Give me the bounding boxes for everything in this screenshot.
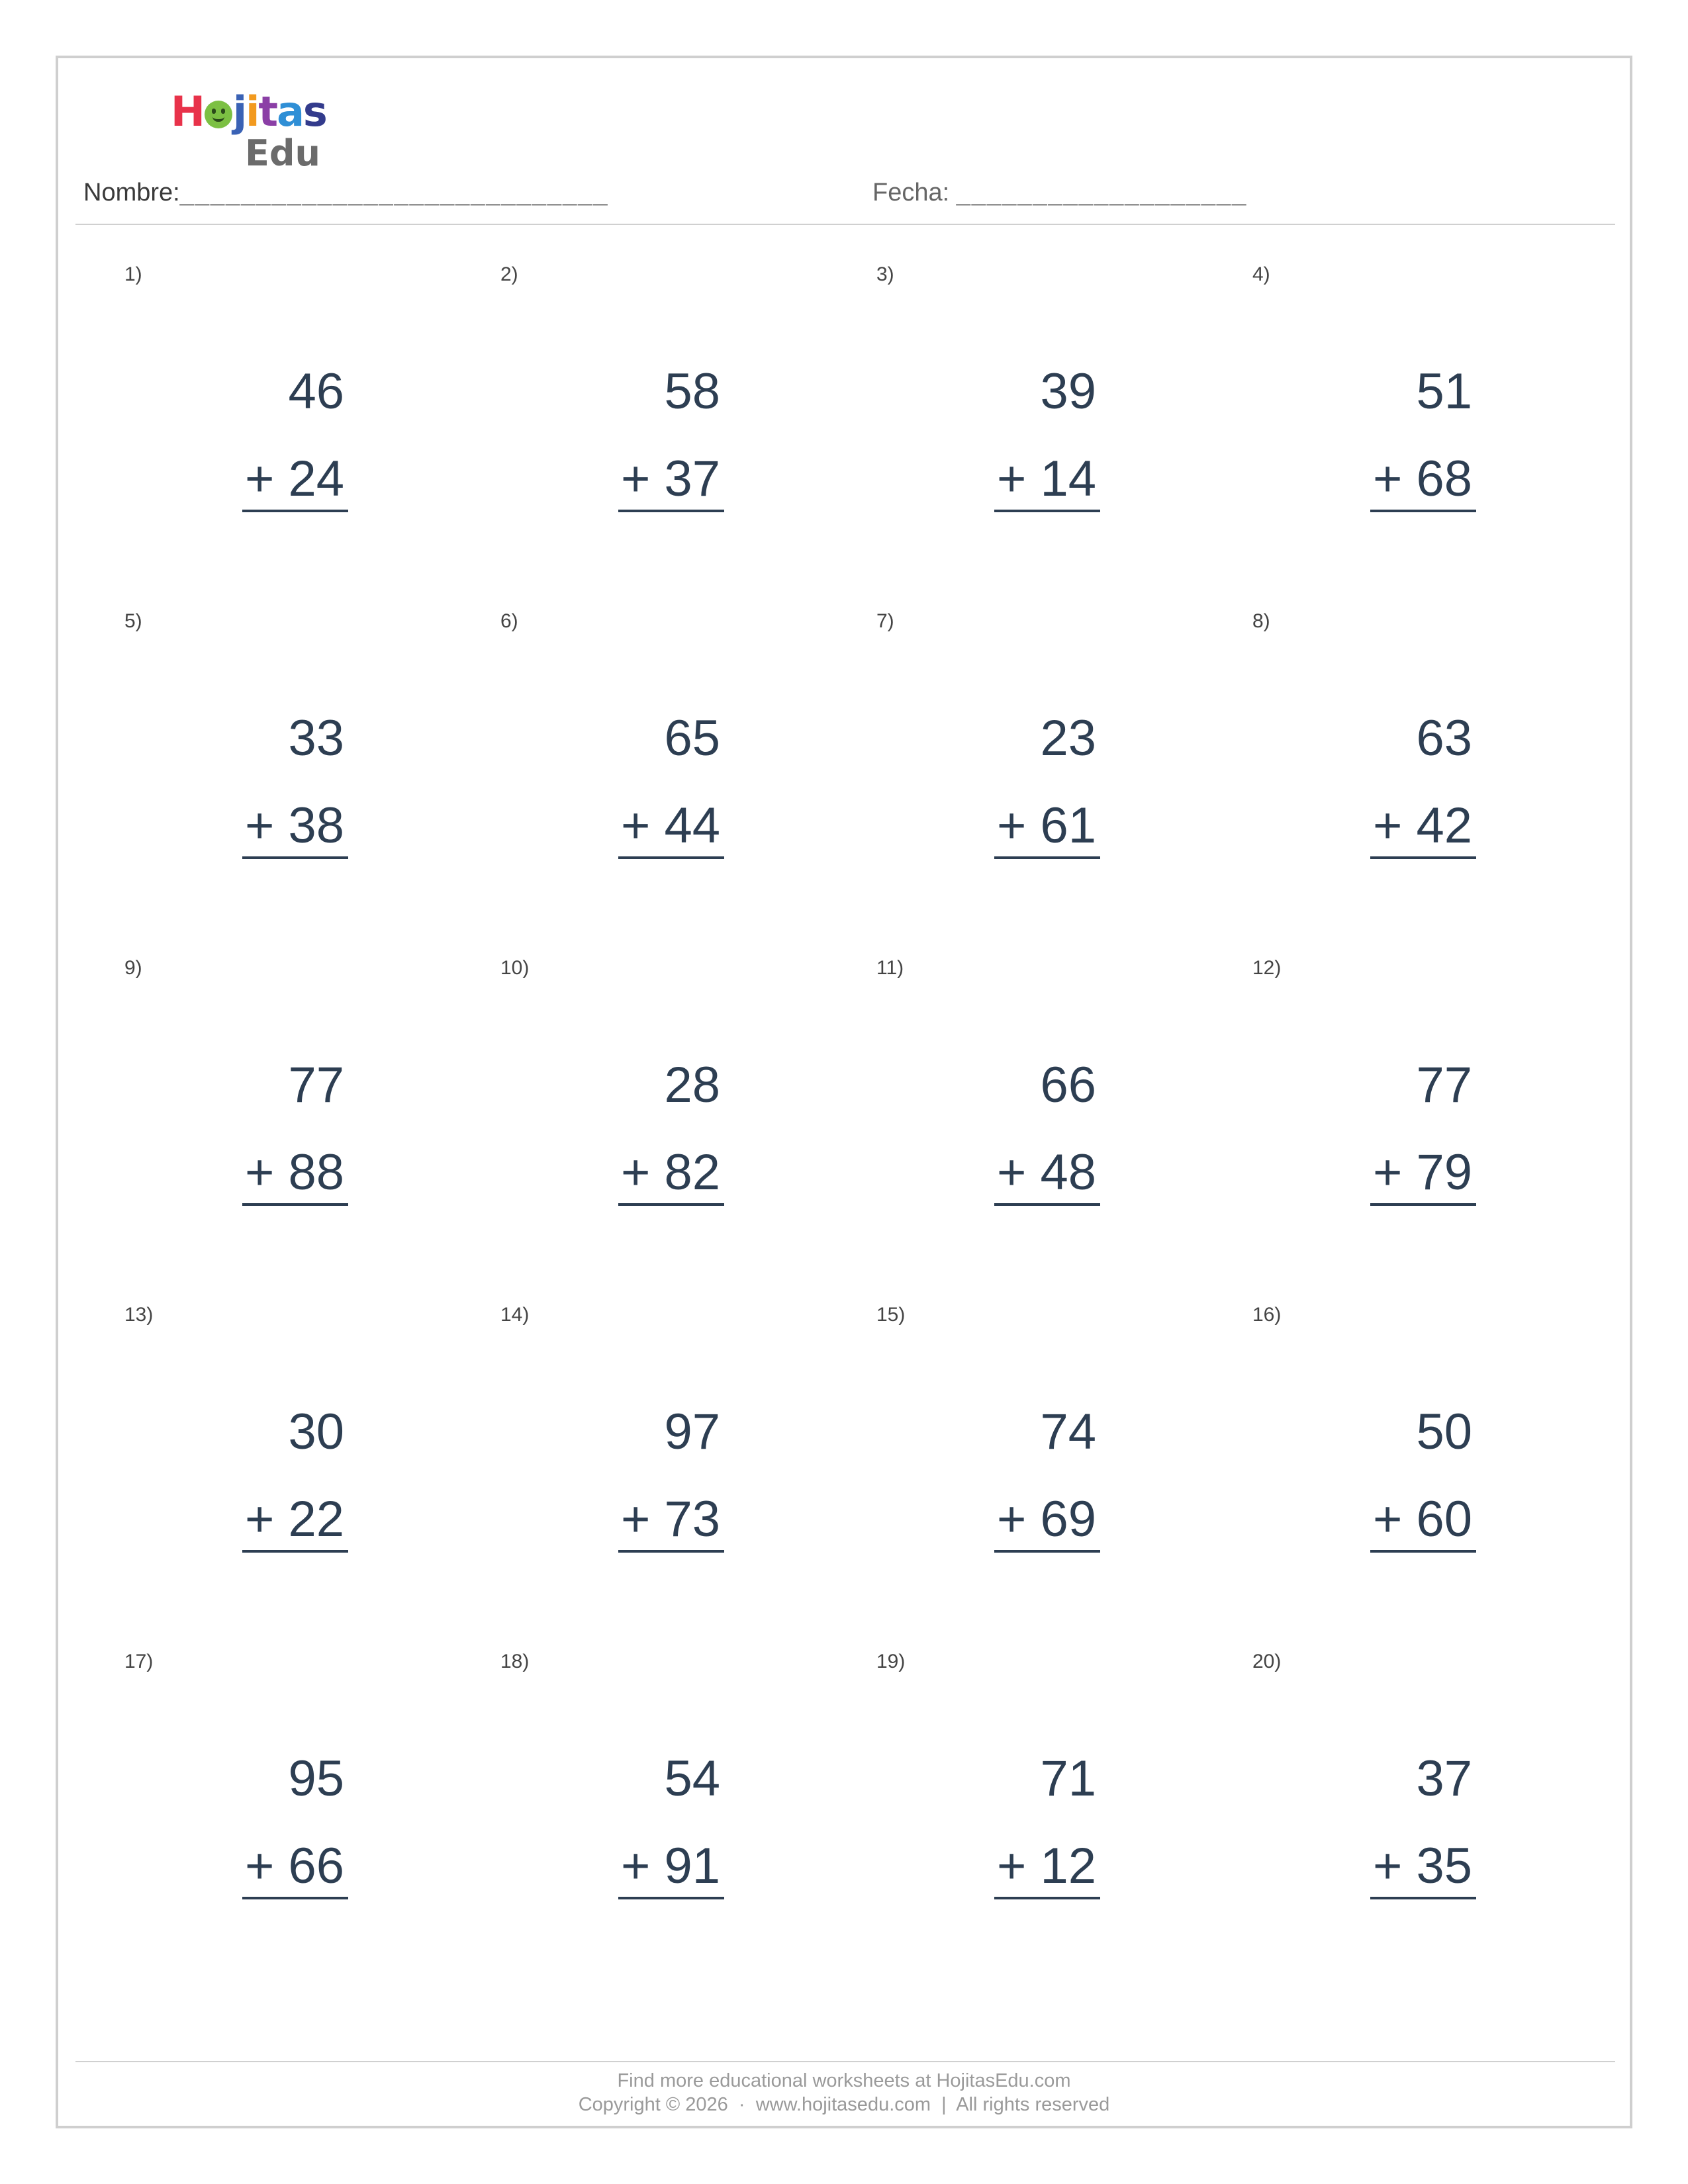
problem-number: 2) — [500, 263, 518, 285]
problem-number: 15) — [876, 1304, 906, 1326]
addition-problem — [459, 610, 837, 954]
logo-letter-j: j — [232, 87, 246, 136]
answer-line[interactable] — [1370, 1203, 1476, 1206]
answer-line[interactable] — [618, 856, 724, 859]
logo-letter-h: H — [171, 87, 204, 136]
first-addend: 37 — [1416, 1751, 1472, 1807]
first-addend: 28 — [664, 1057, 720, 1113]
addition-problem — [1211, 263, 1589, 608]
answer-line[interactable] — [242, 1203, 348, 1206]
problem-number: 3) — [876, 263, 894, 285]
logo-letter-i: i — [246, 87, 259, 136]
addition-problem — [459, 1651, 837, 1995]
addition-problem — [835, 263, 1213, 608]
first-addend: 23 — [1040, 710, 1096, 766]
addition-problem — [83, 263, 461, 608]
addition-problem — [835, 610, 1213, 954]
problem-number: 9) — [124, 957, 142, 979]
answer-line[interactable] — [994, 1897, 1100, 1899]
problem-number: 13) — [124, 1304, 154, 1326]
answer-line[interactable] — [242, 1897, 348, 1899]
addition-problem — [459, 1304, 837, 1648]
second-addend: + 88 — [244, 1144, 344, 1201]
addition-problem — [835, 957, 1213, 1301]
first-addend: 51 — [1416, 363, 1472, 420]
answer-line[interactable] — [618, 1897, 724, 1899]
addition-problem — [1211, 957, 1589, 1301]
second-addend: + 66 — [244, 1838, 344, 1894]
footer-promo-text: Find more educational worksheets at HojitasEdu.com — [617, 2070, 1071, 2091]
header-divider — [75, 224, 1615, 225]
hojitas-edu-logo — [171, 89, 330, 175]
logo-letter-a: a — [277, 87, 303, 136]
first-addend: 71 — [1040, 1751, 1096, 1807]
addition-problem — [459, 957, 837, 1301]
second-addend: + 24 — [244, 451, 344, 507]
footer-copyright-text: Copyright © 2026 · www.hojitasedu.com | All rights reserved — [578, 2094, 1110, 2115]
second-addend: + 68 — [1372, 451, 1472, 507]
second-addend: + 69 — [996, 1491, 1096, 1547]
addition-problem — [83, 1651, 461, 1995]
answer-line[interactable] — [994, 1550, 1100, 1553]
second-addend: + 61 — [996, 797, 1096, 854]
second-addend: + 60 — [1372, 1491, 1472, 1547]
answer-line[interactable] — [618, 1550, 724, 1553]
answer-line[interactable] — [1370, 510, 1476, 512]
date-label: Fecha: — [872, 179, 957, 206]
problem-number: 5) — [124, 610, 142, 632]
addition-problem — [1211, 1651, 1589, 1995]
problem-number: 16) — [1252, 1304, 1282, 1326]
name-blank-line[interactable]: ____________________________ — [179, 179, 609, 206]
first-addend: 95 — [288, 1751, 344, 1807]
problem-number: 11) — [876, 957, 904, 979]
footer-divider — [75, 2061, 1615, 2062]
answer-line[interactable] — [618, 510, 724, 512]
first-addend: 97 — [664, 1404, 720, 1460]
first-addend: 77 — [288, 1057, 344, 1113]
second-addend: + 22 — [244, 1491, 344, 1547]
second-addend: + 14 — [996, 451, 1096, 507]
first-addend: 66 — [1040, 1057, 1096, 1113]
second-addend: + 35 — [1372, 1838, 1472, 1894]
second-addend: + 42 — [1372, 797, 1472, 854]
first-addend: 58 — [664, 363, 720, 420]
second-addend: + 82 — [620, 1144, 720, 1201]
addition-problem — [83, 1304, 461, 1648]
second-addend: + 37 — [620, 451, 720, 507]
addition-problem — [835, 1304, 1213, 1648]
problem-number: 17) — [124, 1651, 154, 1672]
logo-letter-s: s — [303, 87, 326, 136]
problem-number: 8) — [1252, 610, 1270, 632]
problem-number: 14) — [500, 1304, 530, 1326]
first-addend: 33 — [288, 710, 344, 766]
problem-number: 19) — [876, 1651, 906, 1672]
addition-problem — [1211, 610, 1589, 954]
date-blank-line[interactable]: ___________________ — [956, 179, 1248, 206]
addition-problem — [1211, 1304, 1589, 1648]
first-addend: 54 — [664, 1751, 720, 1807]
first-addend: 65 — [664, 710, 720, 766]
addition-problem — [459, 263, 837, 608]
problem-number: 20) — [1252, 1651, 1282, 1672]
first-addend: 50 — [1416, 1404, 1472, 1460]
first-addend: 46 — [288, 363, 344, 420]
answer-line[interactable] — [242, 856, 348, 859]
answer-line[interactable] — [242, 1550, 348, 1553]
addition-problem — [83, 957, 461, 1301]
name-field[interactable] — [83, 179, 608, 207]
name-label: Nombre: — [83, 179, 180, 206]
first-addend: 39 — [1040, 363, 1096, 420]
answer-line[interactable] — [994, 510, 1100, 512]
second-addend: + 48 — [996, 1144, 1096, 1201]
second-addend: + 44 — [620, 797, 720, 854]
second-addend: + 38 — [244, 797, 344, 854]
second-addend: + 79 — [1372, 1144, 1472, 1201]
answer-line[interactable] — [994, 1203, 1100, 1206]
addition-problem — [83, 610, 461, 954]
answer-line[interactable] — [994, 856, 1100, 859]
answer-line[interactable] — [1370, 856, 1476, 859]
date-field[interactable] — [872, 179, 1247, 207]
problem-number: 7) — [876, 610, 894, 632]
first-addend: 77 — [1416, 1057, 1472, 1113]
answer-line[interactable] — [618, 1203, 724, 1206]
problem-number: 10) — [500, 957, 530, 979]
first-addend: 74 — [1040, 1404, 1096, 1460]
logo-wordmark — [171, 89, 326, 135]
answer-line[interactable] — [1370, 1897, 1476, 1899]
first-addend: 63 — [1416, 710, 1472, 766]
second-addend: + 91 — [620, 1838, 720, 1894]
smiley-face-icon — [205, 101, 232, 128]
logo-letter-t: t — [258, 87, 277, 136]
logo-subtitle: Edu — [245, 132, 320, 174]
addition-problem — [835, 1651, 1213, 1995]
problem-number: 12) — [1252, 957, 1282, 979]
problem-number: 1) — [124, 263, 142, 285]
first-addend: 30 — [288, 1404, 344, 1460]
problem-number: 18) — [500, 1651, 530, 1672]
second-addend: + 73 — [620, 1491, 720, 1547]
problem-number: 6) — [500, 610, 518, 632]
problem-number: 4) — [1252, 263, 1270, 285]
second-addend: + 12 — [996, 1838, 1096, 1894]
answer-line[interactable] — [242, 510, 348, 512]
answer-line[interactable] — [1370, 1550, 1476, 1553]
